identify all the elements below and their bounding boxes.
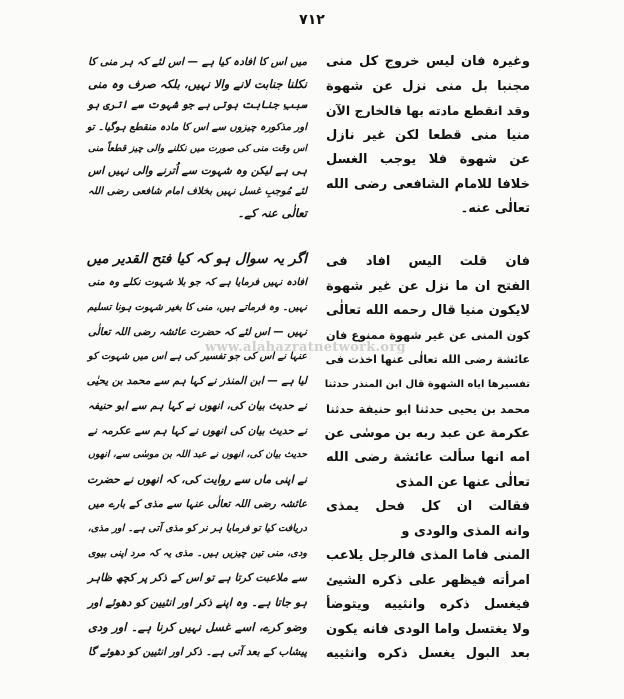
urdu-text-block-2 <box>88 271 307 665</box>
text-line: منیا منی قطعا لکن غیر نازل <box>326 127 530 143</box>
text-line: تعالٰی عنہ کے۔ <box>237 205 307 220</box>
text-line: کون المنی عن غیر شهوة ممنوع فان <box>326 328 530 342</box>
text-line: میں اس کا افادہ کیا ہے — اس لئے کہ ہر منی کا <box>88 56 307 68</box>
text-line: عنہا نے اس کی جو تفسیر کی ہے اس میں شہوت کو <box>88 350 307 362</box>
text-line: دریافت کیا تو فرمایا ہر نر کو مذی آتی ہے۔ اور مذی، <box>87 522 307 534</box>
text-line: نہیں — اس لئے کہ حضرت عائشہ رضی اللہ تعالٰی <box>88 326 307 339</box>
text-line: عن شهوة فلا یوجب الغسل <box>326 152 530 167</box>
text-line: فان قلت الیس افاد فی <box>326 254 530 269</box>
watermark: www.alahazratnetwork.org <box>205 340 406 355</box>
text-line: لیا ہے — ابن المنذر نے کہا ہم سے محمد بن یحیٰی <box>86 375 307 388</box>
text-line: وانه المذی والودی و <box>401 523 530 539</box>
text-line: وضو کرے، اسے غسل نہیں کرنا ہے۔ اور ودی <box>88 620 307 635</box>
text-line: مجنبا بل منی نزل عن شهوة <box>326 78 530 94</box>
text-line: امرأته فیظهر علی ذکره الشیئ <box>326 572 530 588</box>
text-line: وغیرہ فان لیس خروج کل منی <box>326 54 530 69</box>
text-line: عکرمة عن عبد ربه بن موسٰی عن <box>324 425 530 441</box>
text-line: سببِ جنابت ہوتی ہے جو شہوت سے اتری ہو <box>87 99 307 111</box>
text-line: امه انها سألت عائشة رضی الله <box>326 450 530 465</box>
text-line: ودی، منی تین چیزیں ہیں۔ مذی یہ کہ مرد اپنی بیوی <box>88 547 307 559</box>
text-line: المنی فاما المذی فالرجل یلاعب <box>326 548 530 563</box>
text-line: افادہ نہیں فرمایا ہے کہ جو بلا شہوت نکلے وہ منی <box>88 277 307 288</box>
text-line: اس وقت منی کی صورت میں نکلنے والی چیز قطعاً منی <box>88 143 307 154</box>
text-line: تعالٰی عنه۔ <box>460 201 530 216</box>
page-number: ۷۱۲ <box>299 12 325 28</box>
text-line: لایکون منیا قال رحمه الله تعالٰی <box>326 303 530 318</box>
text-line: تفسیرها ایاه الشهوة قال ابن المنذر حدثنا <box>324 378 530 390</box>
text-line: نے حدیث بیان کی، انھوں نے کہا ہم سے ابو حنیفہ <box>88 399 307 412</box>
text-line: نہیں۔ وہ فرماتے ہیں، منی کا بغیر شہوت ہونا تسلیم <box>87 301 307 313</box>
text-line: حدیث بیان کی، انھوں نے عبد اللہ بن موسٰی سے، انھوں <box>88 449 307 461</box>
text-line: ہو جاتا ہے۔ وہ اپنے ذکر اور انثیین کو دھوئے اور <box>88 595 307 609</box>
text-line: وقد انقطع مادته بها فالخارج الآن <box>325 103 530 118</box>
text-line: فقالت ان کل فحل یمذی <box>326 499 530 514</box>
text-line: اور مذکورہ چیزوں سے اس کا مادہ منقطع ہوگیا۔ تو <box>86 121 307 133</box>
text-line: نے اپنی ماں سے روایت کی، کہ انھوں نے حضرت <box>87 472 307 486</box>
text-line: نکلنا جنابت لانے والا نہیں، بلکہ صرف وہ منی <box>88 76 307 91</box>
text-line: لئے مُوجبِ غسل نہیں بخلاف امام شافعی رضی اللہ <box>88 186 307 197</box>
arabic-text-block-1 <box>326 50 530 222</box>
text-line: خلافا للامام الشافعی رضی الله <box>326 176 530 192</box>
text-line: ہی ہے لیکن وہ شہوت سے اُترنے والی نہیں اس <box>88 163 307 177</box>
arabic-text-block-2 <box>326 250 530 667</box>
text-line: نے حدیث بیان کی انھوں نے کہا ہم سے عکرمہ نے <box>88 424 307 437</box>
text-line: عائشة رضی الله تعالٰی عنها اخذت فی <box>325 353 530 366</box>
text-line: پیشاب کے بعد آتی ہے۔ ذکر اور انثیین کو دھوئے گا <box>88 645 307 658</box>
text-line: ولا یغتسل واما الودی فانه یکون <box>326 621 530 637</box>
text-line: تعالٰی عنها عن المذی <box>395 474 530 490</box>
text-line: محمد بن یحیی حدثنا ابو حنیفة حدثنا <box>326 402 530 416</box>
text-line: بعد البول یغسل ذکره وانثییه <box>326 646 530 661</box>
section-heading: اگر یہ سوال ہو کہ کیا فتح القدیر میں <box>86 251 307 267</box>
text-line: فیغسل ذکره وانثییه ویتوضأ <box>326 597 530 612</box>
text-line: سے ملاعبت کرتا ہے تو اس کے ذکر پر کچھ ظاہر <box>88 571 307 585</box>
urdu-heading-block <box>88 246 307 272</box>
text-line: عائشہ رضی اللہ تعالٰی عنہا سے مذی کے بارے میں <box>88 498 307 511</box>
text-line: الفتح ان ما نزل عن غیر شهوة <box>326 278 530 294</box>
urdu-text-block-1 <box>88 52 307 224</box>
